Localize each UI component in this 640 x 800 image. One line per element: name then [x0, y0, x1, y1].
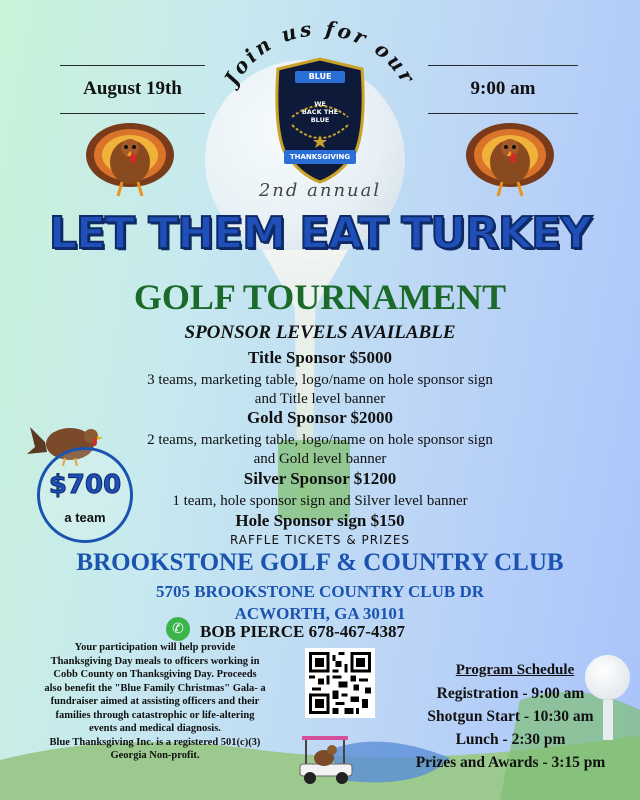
raffle-text: RAFFLE TICKETS & PRIZES: [229, 533, 411, 547]
sponsor-heading: SPONSOR LEVELS AVAILABLE: [184, 322, 456, 343]
blurb-line: also benefit the "Blue Family Christmas" Gala- a: [44, 682, 266, 694]
turkey-right-icon: [460, 120, 560, 200]
team-price-label: a team: [64, 510, 106, 525]
qr-code-icon: [309, 652, 371, 714]
blurb-line: families through catastrophic or life-altering: [55, 709, 255, 721]
main-title: LET THEM EAT TURKEY: [48, 208, 592, 259]
golf-cart-turkey-icon: [292, 728, 362, 788]
schedule-item: Lunch - 2:30 pm: [455, 731, 566, 748]
turkey-left-icon: [80, 120, 180, 200]
edition-label: 2nd annual: [258, 180, 382, 201]
divider-right-bottom: [428, 113, 578, 114]
blurb-line: fundraiser aimed at assisting officers and their: [50, 696, 260, 707]
schedule-title: Program Schedule: [455, 662, 575, 678]
badge-bottom-text: THANKSGIVING: [289, 153, 351, 161]
schedule-item: Prizes and Awards - 3:15 pm: [415, 754, 606, 771]
divider-left-top: [60, 65, 205, 66]
schedule-item: Registration - 9:00 am: [436, 685, 585, 702]
sponsor-level-gold-desc-2: and Gold level banner: [253, 451, 387, 467]
divider-right-top: [428, 65, 578, 66]
arc-text: Join us for our: [219, 16, 421, 90]
blurb-line: Blue Thanksgiving Inc. is a registered 501(c)(3): [49, 736, 261, 748]
blurb-line: events and medical diagnosis.: [89, 723, 221, 734]
blurb-line: Your participation will help provide: [74, 642, 236, 653]
event-time: 9:00 am: [470, 78, 536, 99]
event-date: August 19th: [83, 78, 182, 99]
blurb-line: Thanksgiving Day meals to officers working in: [50, 655, 260, 667]
contact-phone: BOB PIERCE 678-467-4387: [200, 622, 405, 641]
phone-icon: ✆: [166, 617, 190, 641]
sponsor-level-gold-desc-1: 2 teams, marketing table, logo/name on hole sponsor sign: [147, 432, 493, 448]
badge-top-text: BLUE: [308, 72, 332, 81]
team-price-amount: $700: [48, 470, 122, 500]
sponsor-level-title-desc-1: 3 teams, marketing table, logo/name on hole sponsor sign: [147, 372, 493, 388]
sponsor-level-title-desc-2: and Title level banner: [254, 391, 386, 407]
sponsor-level-gold: Gold Sponsor $2000: [246, 408, 394, 427]
sub-title: GOLF TOURNAMENT: [133, 277, 507, 317]
sponsor-level-title: Title Sponsor $5000: [248, 348, 392, 367]
sponsor-level-silver-desc: 1 team, hole sponsor sign and Silver level banner: [172, 493, 468, 509]
schedule-item: Shotgun Start - 10:30 am: [427, 708, 594, 725]
venue-name: BROOKSTONE GOLF & COUNTRY CLUB: [76, 549, 564, 576]
sponsor-level-hole: Hole Sponsor sign $150: [235, 511, 405, 530]
badge-line-3: BLUE: [310, 116, 330, 124]
badge-line-2: BACK THE: [301, 108, 339, 116]
badge-line-1: WE: [314, 100, 326, 108]
mission-blurb: [10, 641, 300, 763]
venue-street: 5705 BROOKSTONE COUNTRY CLUB DR: [155, 582, 485, 601]
sponsor-level-silver: Silver Sponsor $1200: [243, 469, 397, 488]
blurb-line: Cobb County on Thanksgiving Day. Proceeds: [53, 669, 257, 680]
qr-code[interactable]: [305, 648, 375, 718]
blurb-line: Georgia Non-profit.: [110, 750, 200, 761]
venue-city: ACWORTH, GA 30101: [234, 604, 406, 623]
divider-left-bottom: [60, 113, 205, 114]
blue-thanksgiving-badge: [270, 55, 370, 185]
